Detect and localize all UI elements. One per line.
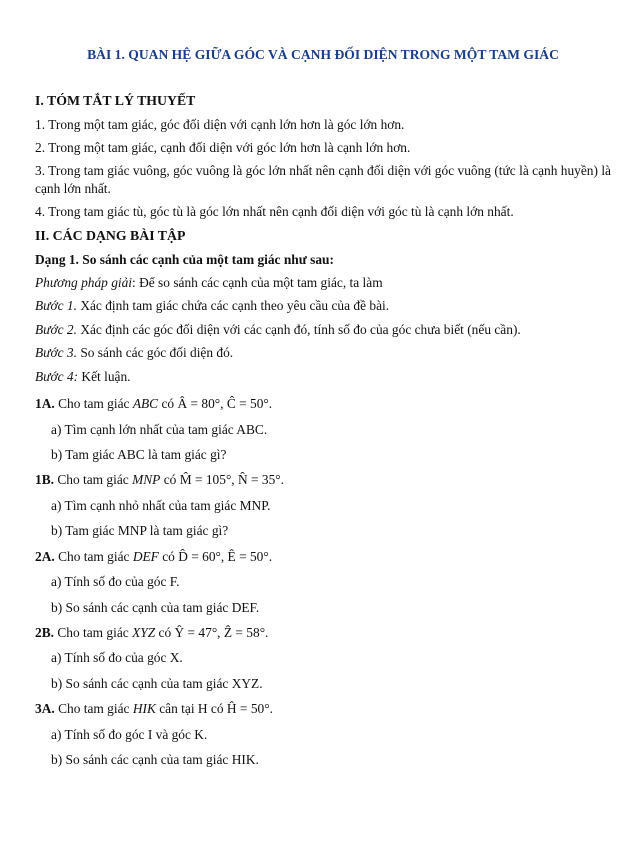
exercise-end: . — [280, 472, 285, 488]
exercise-mid: có — [160, 472, 180, 488]
exercise-lead: Cho tam giác — [54, 396, 133, 412]
exercise-lead: Cho tam giác — [53, 624, 133, 640]
step-text: So sánh các góc đối diện đó. — [76, 345, 234, 361]
exercise-number: 1A. — [35, 396, 55, 412]
exercise-number: 3A. — [35, 701, 55, 717]
exercise-mid: có — [158, 396, 178, 412]
exercise-2a-part-a: a) Tính số đo của góc F. — [51, 574, 180, 590]
exercise-lead: Cho tam giác — [53, 472, 133, 488]
exercise-number: 1B. — [35, 472, 54, 488]
step-text: Kết luận. — [78, 368, 131, 384]
section-heading-exercises: II. CÁC DẠNG BÀI TẬP — [35, 227, 186, 243]
theory-item-3: 3. Trong tam giác vuông, góc vuông là góc lớn nhất nên cạnh đối diện với góc vuông (tức là cạnh huyền) là cạnh lớn nhất. — [35, 163, 611, 196]
theory-item-4: 4. Trong tam giác tù, góc tù là góc lớn nhất nên cạnh đối diện với góc tù là cạnh lớn nhất. — [35, 204, 514, 220]
exercise-number: 2B. — [35, 624, 54, 640]
theory-item-1: 1. Trong một tam giác, góc đối diện với cạnh lớn hơn là góc lớn hơn. — [35, 116, 405, 132]
triangle-name: MNP — [132, 472, 161, 488]
exercise-3a-part-a: a) Tính số đo góc I và góc K. — [51, 726, 208, 742]
angle-condition: Â = 80°, Ĉ = 50° — [177, 396, 269, 412]
step-2 — [35, 321, 611, 338]
exercise-2b-part-b: b) So sánh các cạnh của tam giác XYZ. — [51, 675, 263, 691]
triangle-name: ABC — [132, 396, 159, 412]
step-label: Bước 3. — [35, 345, 77, 361]
exercise-3a-part-b: b) So sánh các cạnh của tam giác HIK. — [51, 752, 259, 768]
angle-condition: M̂ = 105°, N̂ = 35° — [179, 472, 281, 488]
triangle-name: HIK — [132, 701, 156, 717]
exercise-lead: Cho tam giác — [54, 548, 133, 564]
exercise-end: . — [268, 396, 273, 412]
exercise-1b — [35, 471, 611, 488]
exercise-2b-part-a: a) Tính số đo của góc X. — [51, 650, 183, 666]
step-4 — [35, 368, 611, 385]
angle-condition: Ŷ = 47°, Ẑ = 58° — [174, 624, 266, 640]
step-text: Xác định tam giác chứa các cạnh theo yêu cầu của đề bài. — [76, 298, 390, 314]
step-label: Bước 4: — [35, 368, 79, 384]
page-title: BÀI 1. QUAN HỆ GIỮA GÓC VÀ CẠNH ĐỐI DIỆN TRONG MỘT TAM GIÁC — [87, 47, 559, 62]
angle-condition: Ĥ = 50° — [226, 701, 270, 717]
method-line — [35, 274, 611, 291]
exercise-2b — [35, 624, 611, 641]
exercise-1a-part-a: a) Tìm cạnh lớn nhất của tam giác ABC. — [51, 421, 268, 437]
triangle-name: XYZ — [132, 624, 156, 640]
exercise-mid: cân tại H có — [155, 701, 227, 717]
exercise-lead: Cho tam giác — [54, 701, 133, 717]
step-3 — [35, 344, 611, 361]
triangle-name: DEF — [132, 548, 159, 564]
exercise-2a — [35, 548, 611, 565]
exercise-1a — [35, 395, 611, 412]
theory-item-2: 2. Trong một tam giác, cạnh đối diện với góc lớn hơn là cạnh lớn hơn. — [35, 140, 411, 156]
exercise-1b-part-a: a) Tìm cạnh nhỏ nhất của tam giác MNP. — [51, 497, 271, 513]
exercise-3a — [35, 700, 611, 717]
step-label: Bước 2. — [35, 321, 77, 337]
step-text: Xác định các góc đối diện với các cạnh đó, tính số đo của góc chưa biết (nếu cần). — [76, 321, 521, 337]
section-heading-theory: I. TÓM TẮT LÝ THUYẾT — [35, 92, 196, 108]
step-1 — [35, 297, 611, 314]
step-label: Bước 1. — [35, 298, 77, 314]
exercise-end: . — [269, 701, 273, 717]
exercise-mid: có — [155, 624, 175, 640]
exercise-1b-part-b: b) Tam giác MNP là tam giác gì? — [51, 523, 229, 539]
method-label: Phương pháp giải — [35, 275, 133, 291]
method-text: : Để so sánh các cạnh của một tam giác, ta làm — [132, 275, 383, 291]
dang-1-heading: Dạng 1. So sánh các cạnh của một tam giác như sau: — [35, 251, 334, 267]
exercise-2a-part-b: b) So sánh các cạnh của tam giác DEF. — [51, 599, 260, 615]
exercise-number: 2A. — [35, 548, 55, 564]
exercise-end: . — [265, 624, 269, 640]
exercise-mid: có — [158, 548, 179, 564]
angle-condition: D̂ = 60°, Ê = 50° — [178, 548, 269, 564]
exercise-end: . — [268, 548, 273, 564]
exercise-1a-part-b: b) Tam giác ABC là tam giác gì? — [51, 447, 227, 462]
